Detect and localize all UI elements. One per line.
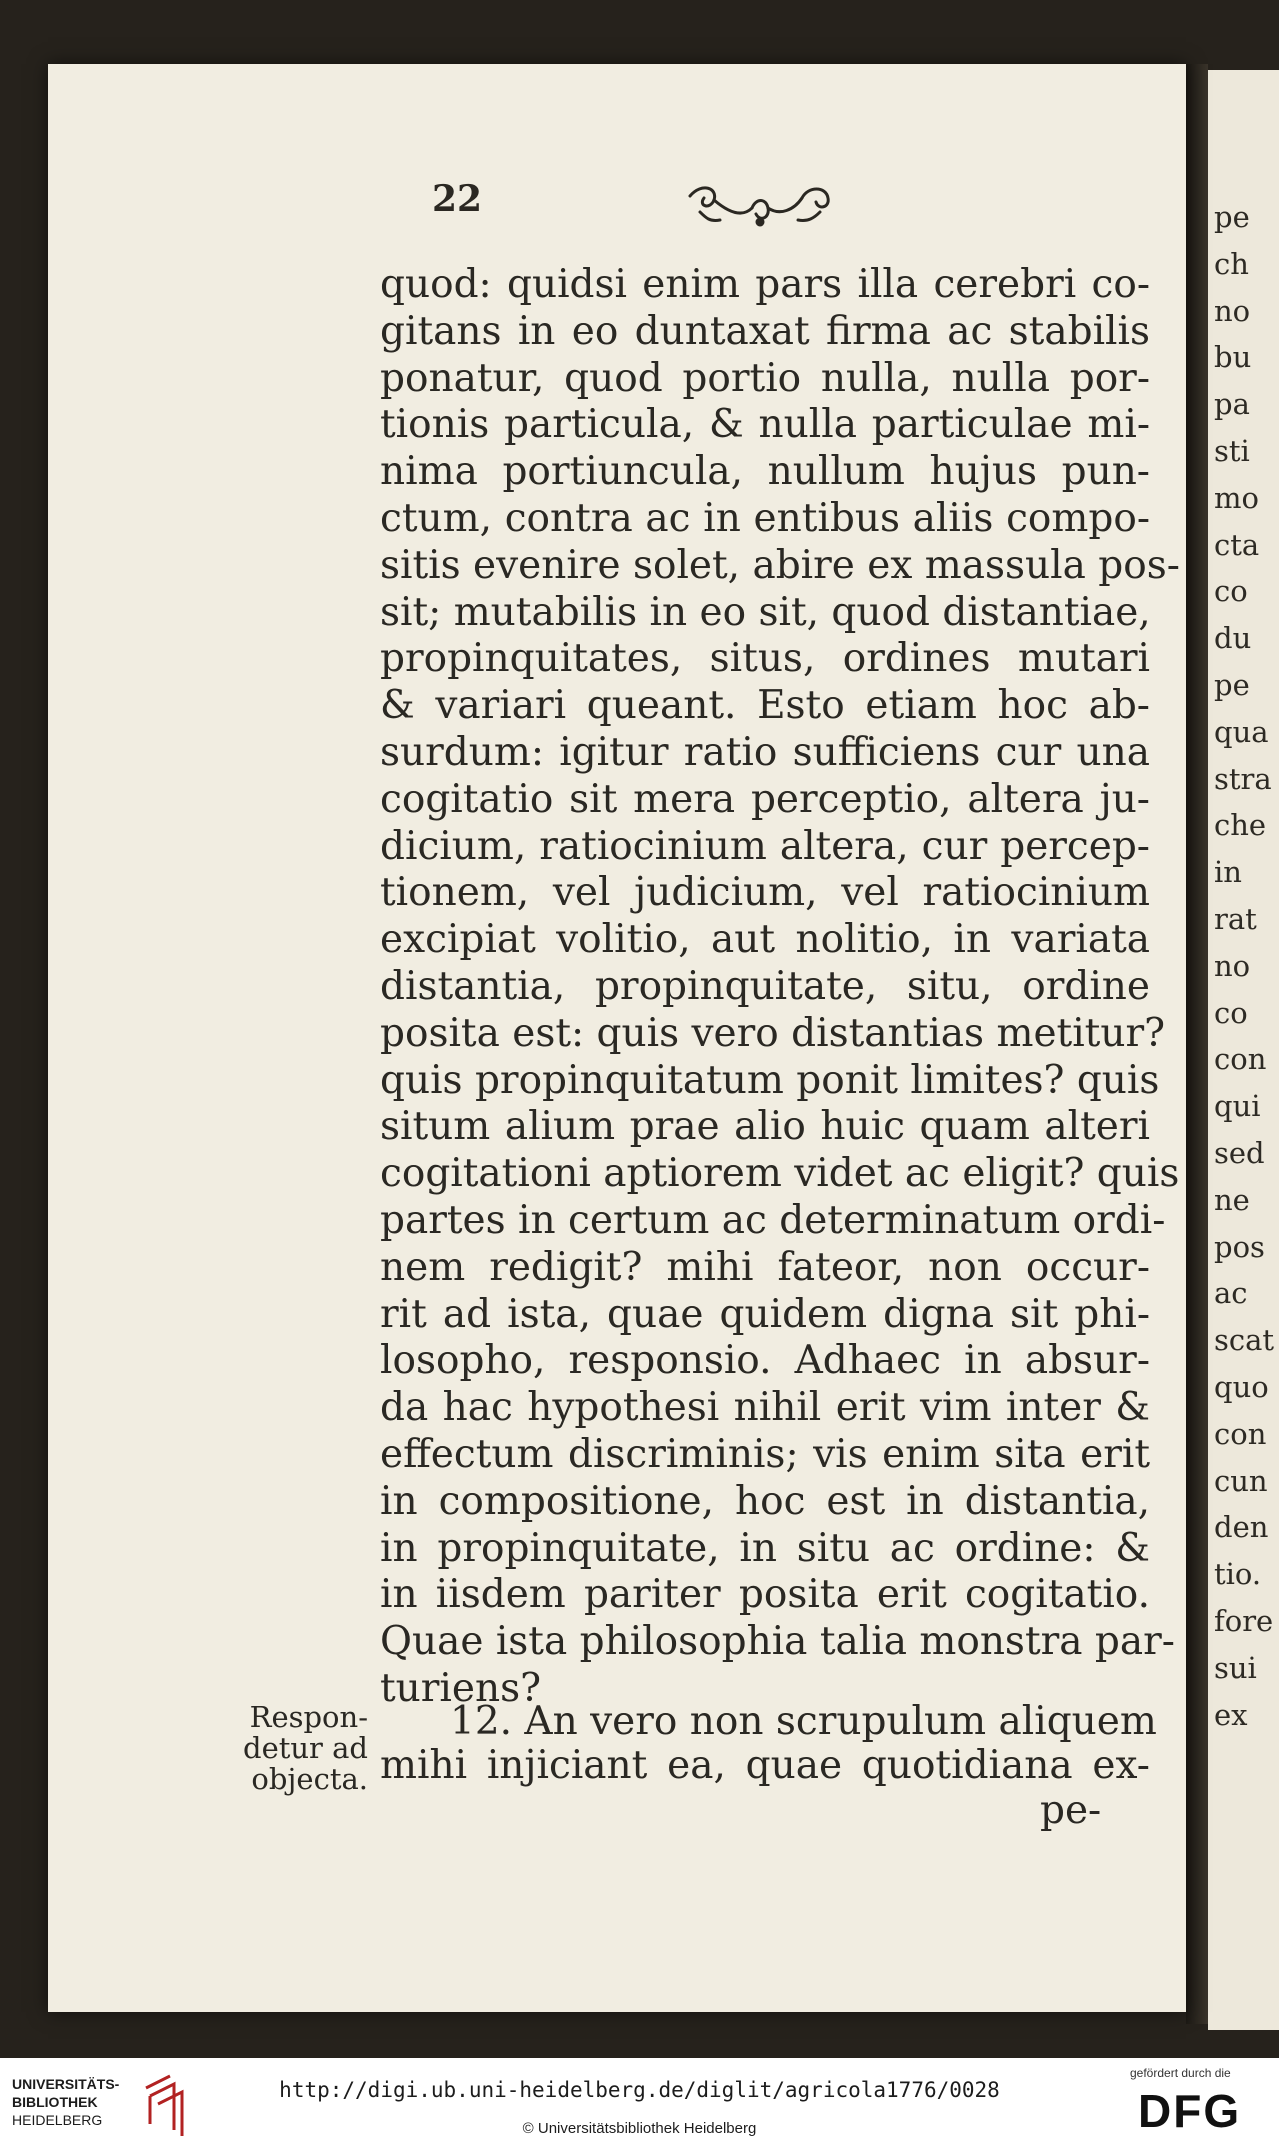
text-line: cogitatio sit mera perceptio, altera ju-: [380, 776, 1150, 822]
text-line: in compositione, hoc est in distantia,: [380, 1478, 1150, 1524]
facing-line-fragment: cta: [1214, 527, 1260, 562]
facing-line-fragment: ac: [1214, 1276, 1248, 1311]
text-line: nem redigit? mihi fateor, non occur-: [380, 1244, 1150, 1290]
dfg-wordmark: DFG: [1138, 2085, 1242, 2137]
facing-line-fragment: che: [1214, 808, 1267, 843]
marginal-note-line: detur ad: [243, 1731, 368, 1765]
text-line: mihi injiciant ea, quae quotidiana ex-: [380, 1743, 1150, 1788]
funder-caption: gefördert durch die: [1130, 2066, 1231, 2080]
facing-line-fragment: co: [1214, 574, 1248, 609]
facing-line-fragment: fore: [1214, 1604, 1274, 1638]
facing-line-fragment: bu: [1214, 340, 1252, 375]
text-line: quis propinquitatum ponit limites? quis: [380, 1057, 1160, 1103]
text-line: ponatur, quod portio nulla, nulla por-: [380, 355, 1150, 401]
facing-line-fragment: sed: [1214, 1136, 1265, 1170]
facing-line-fragment: no: [1214, 293, 1251, 328]
text-line: ctum, contra ac in entibus aliis compo-: [380, 495, 1150, 541]
facing-line-fragment: du: [1214, 621, 1252, 656]
facing-line-fragment: sti: [1214, 434, 1250, 468]
facing-line-fragment: con: [1214, 1416, 1267, 1451]
facing-line-fragment: ch: [1214, 246, 1249, 281]
facing-line-fragment: co: [1214, 995, 1248, 1030]
book-gutter: [1186, 64, 1208, 2024]
text-line: propinquitates, situs, ordines mutari: [380, 636, 1150, 682]
permalink-url[interactable]: http://digi.ub.uni-heidelberg.de/diglit/agricola1776/0028: [279, 2078, 1000, 2102]
text-line: effectum discriminis; vis enim sita erit: [380, 1431, 1150, 1477]
facing-line-fragment: pa: [1214, 387, 1250, 422]
catchword: pe-: [1040, 1788, 1102, 1833]
text-line: quod: quidsi enim pars illa cerebri co-: [380, 262, 1150, 307]
text-line: cogitationi aptiorem videt ac eligit? quis: [380, 1151, 1180, 1197]
page-number: 22: [432, 178, 483, 220]
facing-line-fragment: ex: [1214, 1697, 1248, 1732]
facing-line-fragment: ne: [1214, 1182, 1250, 1217]
printers-ornament-icon: [680, 178, 840, 230]
marginal-note-line: objecta.: [251, 1762, 368, 1796]
marginal-note: [208, 1702, 368, 1795]
text-line: distantia, propinquitate, situ, ordine: [380, 963, 1150, 1009]
facing-line-fragment: qua: [1214, 714, 1269, 749]
facing-line-fragment: qui: [1214, 1089, 1261, 1124]
copyright-notice: © Universitätsbibliothek Heidelberg: [522, 2120, 757, 2137]
facing-line-fragment: cun: [1214, 1463, 1268, 1498]
facing-line-fragment: pos: [1214, 1229, 1265, 1264]
text-line: excipiat volitio, aut nolitio, in variata: [380, 917, 1150, 963]
text-line: tionem, vel judicium, vel ratiocinium: [380, 870, 1150, 916]
text-line: in propinquitate, in situ ac ordine: &: [380, 1525, 1150, 1571]
text-line: tionis particula, & nulla particulae mi-: [380, 402, 1150, 448]
text-line: situm alium prae alio huic quam alteri: [380, 1104, 1150, 1150]
library-name-line3: HEIDELBERG: [12, 2112, 103, 2128]
facing-line-fragment: con: [1214, 1042, 1267, 1077]
marginal-note-line: Respon-: [249, 1700, 368, 1734]
facing-line-fragment: sui: [1214, 1650, 1257, 1685]
facing-line-fragment: in: [1214, 855, 1242, 890]
text-line: surdum: igitur ratio sufficiens cur una: [380, 729, 1150, 775]
facing-line-fragment: den: [1214, 1510, 1269, 1545]
facing-line-fragment: no: [1214, 948, 1251, 983]
library-name-line2: BIBLIOTHEK: [12, 2094, 98, 2110]
facing-line-fragment: pe: [1214, 200, 1250, 234]
text-line: & variari queant. Esto etiam hoc ab-: [380, 683, 1150, 729]
paragraph-12: [380, 1699, 1157, 1788]
facing-line-fragment: pe: [1214, 668, 1250, 702]
text-line: rit ad ista, quae quidem digna sit phi-: [380, 1291, 1150, 1337]
text-line: in iisdem pariter posita erit cogitatio.: [380, 1572, 1150, 1618]
facing-page: [1208, 70, 1279, 2030]
text-line: sit; mutabilis in eo sit, quod distantiae,: [380, 589, 1151, 635]
library-name-line1: UNIVERSITÄTS-: [12, 2076, 120, 2092]
text-line: dicium, ratiocinium altera, cur percep-: [380, 823, 1150, 869]
facing-line-fragment: quo: [1214, 1370, 1269, 1404]
text-line: gitans in eo duntaxat firma ac stabilis: [380, 308, 1150, 354]
facing-line-fragment: scat: [1214, 1323, 1275, 1358]
text-line: da hac hypothesi nihil erit vim inter &: [380, 1385, 1150, 1431]
text-line: turiens?: [380, 1665, 542, 1711]
facing-line-fragment: rat: [1214, 902, 1257, 936]
dfg-logo[interactable]: [1130, 2066, 1270, 2146]
text-line: posita est: quis vero distantias metitur?: [380, 1010, 1166, 1056]
text-line: Quae ista philosophia talia monstra par-: [380, 1619, 1175, 1665]
text-line: sitis evenire solet, abire ex massula pos-: [380, 542, 1180, 588]
text-line: 12. An vero non scrupulum aliquem: [450, 1699, 1157, 1744]
facing-line-fragment: tio.: [1214, 1557, 1262, 1592]
text-line: losopho, responsio. Adhaec in absur-: [380, 1338, 1150, 1384]
text-line: nima portiuncula, nullum hujus pun-: [380, 449, 1150, 495]
text-line: partes in certum ac determinatum ordi-: [380, 1197, 1166, 1243]
body-text: [380, 262, 1180, 1713]
facing-line-fragment: mo: [1214, 480, 1259, 515]
facing-line-fragment: stra: [1214, 761, 1272, 796]
footer-bar: [0, 2058, 1279, 2151]
